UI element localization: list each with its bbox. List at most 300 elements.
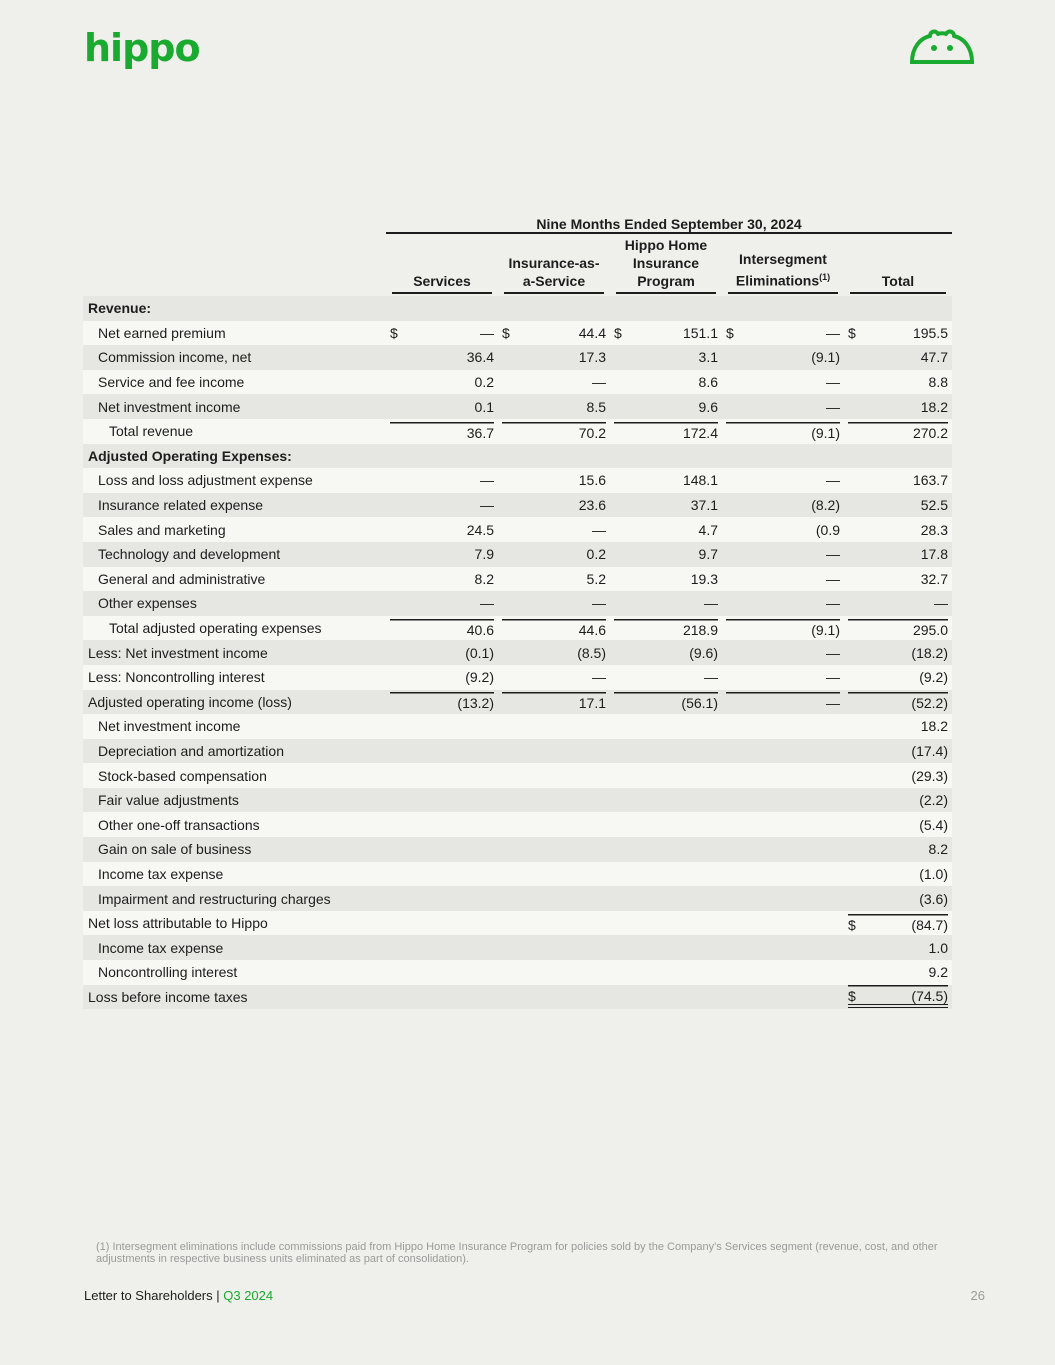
cell-value: — (826, 324, 840, 341)
value-cell (844, 444, 952, 469)
table-row (83, 788, 952, 813)
cell-value: (29.3) (911, 767, 948, 784)
value-cell (610, 690, 722, 715)
value-cell (498, 886, 610, 911)
footer (84, 1288, 273, 1303)
table-row (83, 321, 952, 346)
value-cell (722, 812, 844, 837)
value-cell (610, 517, 722, 542)
value-cell (844, 935, 952, 960)
cell-value: 19.3 (690, 570, 718, 587)
value-cell (498, 394, 610, 419)
value-cell (722, 444, 844, 469)
value-cell (498, 591, 610, 616)
cell-value: 270.2 (912, 424, 948, 441)
blank-header (83, 233, 386, 296)
currency-symbol: $ (726, 324, 734, 341)
cell-value: 218.9 (682, 621, 718, 638)
row-label: Total adjusted operating expenses (109, 620, 322, 637)
currency-symbol: $ (502, 324, 510, 341)
page-number: 26 (970, 1288, 985, 1303)
value-cell (610, 493, 722, 518)
table-row (83, 542, 952, 567)
value-cell (610, 321, 722, 346)
table-row (83, 591, 952, 616)
value-cell (722, 517, 844, 542)
cell-value: — (592, 521, 606, 538)
value-cell (722, 911, 844, 936)
table-row (83, 493, 952, 518)
value-cell (844, 567, 952, 592)
value-cell (386, 960, 498, 985)
cell-value: — (826, 595, 840, 612)
value-cell (498, 542, 610, 567)
value-cell (498, 345, 610, 370)
cell-value: 5.2 (586, 570, 606, 587)
value-cell (498, 370, 610, 395)
value-cell (844, 517, 952, 542)
value-cell (610, 911, 722, 936)
value-cell (498, 812, 610, 837)
cell-value: — (592, 374, 606, 391)
cell-value: 0.1 (474, 398, 494, 415)
value-cell (386, 935, 498, 960)
value-cell (386, 468, 498, 493)
cell-value: (9.2) (919, 669, 948, 686)
value-cell (386, 739, 498, 764)
table-row (83, 640, 952, 665)
cell-value: 3.1 (698, 349, 718, 366)
value-cell (722, 640, 844, 665)
cell-value: — (826, 644, 840, 661)
table-row (83, 517, 952, 542)
cell-value: — (826, 472, 840, 489)
row-label: Income tax expense (98, 939, 224, 956)
table-row (83, 468, 952, 493)
value-cell (844, 862, 952, 887)
value-cell (386, 886, 498, 911)
value-cell (610, 739, 722, 764)
value-cell (498, 911, 610, 936)
cell-value: 17.8 (920, 546, 948, 563)
value-cell (498, 640, 610, 665)
footnote: (1) Intersegment eliminations include commissions paid from Hippo Home Insurance Program for policies sold by the Company's Services segment (revenue, cost, and other adjustments in respective business units eliminated as part of consolidation). (96, 1241, 938, 1265)
value-cell (498, 985, 610, 1010)
cell-value: 40.6 (466, 621, 494, 638)
footer-quarter: Q3 2024 (223, 1288, 274, 1303)
cell-value: (8.5) (577, 644, 606, 661)
hippo-logo: hippo (84, 26, 200, 70)
cell-value: 4.7 (698, 521, 718, 538)
row-label: Net investment income (98, 398, 241, 415)
row-label: Noncontrolling interest (98, 964, 238, 981)
value-cell (722, 567, 844, 592)
value-cell (386, 640, 498, 665)
cell-value: 18.2 (920, 398, 948, 415)
table-row (83, 985, 952, 1010)
value-cell (722, 591, 844, 616)
table-row (83, 665, 952, 690)
value-cell (722, 468, 844, 493)
value-cell (610, 419, 722, 444)
value-cell (386, 296, 498, 321)
cell-value: 15.6 (578, 472, 606, 489)
cell-value: — (480, 472, 494, 489)
row-label: Technology and development (98, 546, 281, 563)
table-row (83, 837, 952, 862)
table-row (83, 714, 952, 739)
table-row (83, 370, 952, 395)
cell-value: 9.2 (928, 964, 948, 981)
row-label: Adjusted operating income (loss) (88, 693, 292, 710)
row-label: Insurance related expense (98, 497, 263, 514)
value-cell (498, 837, 610, 862)
value-cell (844, 739, 952, 764)
value-cell (498, 788, 610, 813)
value-cell (722, 419, 844, 444)
cell-value: 8.5 (586, 398, 606, 415)
row-label: Revenue: (88, 300, 152, 317)
cell-value: (13.2) (457, 695, 494, 712)
value-cell (610, 812, 722, 837)
row-label: Loss before income taxes (88, 988, 248, 1005)
cell-value: (52.2) (911, 695, 948, 712)
cell-value: (74.5) (911, 988, 948, 1005)
cell-value: 24.5 (466, 521, 494, 538)
cell-value: 163.7 (912, 472, 948, 489)
period-header: Nine Months Ended September 30, 2024 (386, 210, 952, 233)
cell-value: — (934, 595, 948, 612)
value-cell (610, 567, 722, 592)
value-cell (498, 690, 610, 715)
value-cell (386, 517, 498, 542)
value-cell (722, 665, 844, 690)
cell-value: 17.1 (578, 695, 606, 712)
value-cell (386, 542, 498, 567)
col-header-iaas: Insurance-as- a-Service (498, 233, 610, 296)
value-cell (498, 321, 610, 346)
value-cell (610, 886, 722, 911)
cell-value: (9.2) (465, 669, 494, 686)
value-cell (610, 444, 722, 469)
value-cell (844, 714, 952, 739)
cell-value: 44.4 (578, 324, 606, 341)
value-cell (844, 321, 952, 346)
currency-symbol: $ (390, 324, 398, 341)
value-cell (610, 468, 722, 493)
value-cell (722, 886, 844, 911)
value-cell (498, 419, 610, 444)
cell-value: — (826, 669, 840, 686)
cell-value: 37.1 (690, 497, 718, 514)
cell-value: (1.0) (919, 865, 948, 882)
cell-value: — (592, 595, 606, 612)
currency-symbol: $ (848, 324, 856, 341)
value-cell (386, 345, 498, 370)
row-label: Less: Net investment income (88, 644, 268, 661)
value-cell (386, 911, 498, 936)
cell-value: 36.7 (466, 424, 494, 441)
cell-value: 8.2 (928, 841, 948, 858)
value-cell (610, 714, 722, 739)
value-cell (722, 763, 844, 788)
cell-value: 195.5 (912, 324, 948, 341)
row-label: Other expenses (98, 595, 197, 612)
value-cell (498, 444, 610, 469)
row-label: Depreciation and amortization (98, 742, 284, 759)
value-cell (722, 985, 844, 1010)
value-cell (386, 444, 498, 469)
currency-symbol: $ (848, 916, 856, 933)
value-cell (844, 296, 952, 321)
cell-value: — (704, 595, 718, 612)
value-cell (386, 616, 498, 641)
value-cell (498, 616, 610, 641)
value-cell (498, 935, 610, 960)
value-cell (386, 567, 498, 592)
value-cell (498, 960, 610, 985)
value-cell (844, 419, 952, 444)
table-row (83, 345, 952, 370)
cell-value: 70.2 (578, 424, 606, 441)
value-cell (386, 837, 498, 862)
cell-value: (84.7) (911, 916, 948, 933)
cell-value: (17.4) (911, 742, 948, 759)
value-cell (844, 763, 952, 788)
value-cell (386, 394, 498, 419)
col-header-services: Services (386, 233, 498, 296)
cell-value: 32.7 (920, 570, 948, 587)
value-cell (844, 345, 952, 370)
value-cell (386, 591, 498, 616)
table-row (83, 616, 952, 641)
value-cell (610, 616, 722, 641)
cell-value: 23.6 (578, 497, 606, 514)
value-cell (386, 788, 498, 813)
value-cell (498, 665, 610, 690)
value-cell (722, 493, 844, 518)
cell-value: (9.1) (811, 621, 840, 638)
cell-value: (0.9 (815, 521, 840, 538)
row-label: Gain on sale of business (98, 841, 252, 858)
value-cell (498, 567, 610, 592)
cell-value: 8.8 (928, 374, 948, 391)
table-row (83, 444, 952, 469)
value-cell (844, 985, 952, 1010)
value-cell (498, 763, 610, 788)
cell-value: — (592, 669, 606, 686)
value-cell (386, 370, 498, 395)
row-label: Net earned premium (98, 324, 226, 341)
col-header-total: Total (844, 233, 952, 296)
table-row (83, 862, 952, 887)
table-row (83, 394, 952, 419)
value-cell (498, 296, 610, 321)
row-label: General and administrative (98, 570, 266, 587)
value-cell (498, 739, 610, 764)
value-cell (722, 739, 844, 764)
value-cell (844, 812, 952, 837)
value-cell (610, 542, 722, 567)
value-cell (386, 812, 498, 837)
value-cell (722, 960, 844, 985)
cell-value: — (826, 695, 840, 712)
value-cell (722, 935, 844, 960)
cell-value: 295.0 (912, 621, 948, 638)
cell-value: — (480, 497, 494, 514)
value-cell (722, 296, 844, 321)
cell-value: (56.1) (681, 695, 718, 712)
cell-value: 36.4 (466, 349, 494, 366)
value-cell (722, 788, 844, 813)
cell-value: 8.2 (474, 570, 494, 587)
value-cell (844, 788, 952, 813)
value-cell (386, 665, 498, 690)
cell-value: (5.4) (919, 816, 948, 833)
cell-value: 18.2 (920, 718, 948, 735)
cell-value: 151.1 (682, 324, 718, 341)
table-row (83, 812, 952, 837)
cell-value: 28.3 (920, 521, 948, 538)
value-cell (844, 665, 952, 690)
value-cell (722, 370, 844, 395)
value-cell (722, 394, 844, 419)
value-cell (722, 345, 844, 370)
cell-value: 47.7 (920, 349, 948, 366)
table-row (83, 567, 952, 592)
value-cell (386, 493, 498, 518)
value-cell (844, 690, 952, 715)
row-label: Sales and marketing (98, 521, 226, 538)
cell-value: 9.7 (698, 546, 718, 563)
cell-value: — (480, 595, 494, 612)
cell-value: 1.0 (928, 939, 948, 956)
cell-value: 9.6 (698, 398, 718, 415)
value-cell (722, 321, 844, 346)
cell-value: 44.6 (578, 621, 606, 638)
blank-header (83, 210, 386, 233)
cell-value: (9.6) (689, 644, 718, 661)
value-cell (498, 714, 610, 739)
cell-value: 8.6 (698, 374, 718, 391)
value-cell (844, 493, 952, 518)
table-row (83, 911, 952, 936)
table-row (83, 739, 952, 764)
value-cell (386, 985, 498, 1010)
value-cell (610, 370, 722, 395)
table-row (83, 886, 952, 911)
value-cell (610, 985, 722, 1010)
cell-value: (2.2) (919, 792, 948, 809)
value-cell (722, 714, 844, 739)
value-cell (386, 419, 498, 444)
cell-value: — (826, 374, 840, 391)
row-label: Adjusted Operating Expenses: (88, 447, 292, 464)
table-row (83, 690, 952, 715)
cell-value: (18.2) (911, 644, 948, 661)
value-cell (844, 616, 952, 641)
cell-value: 0.2 (474, 374, 494, 391)
table-row (83, 960, 952, 985)
value-cell (610, 837, 722, 862)
cell-value: 17.3 (578, 349, 606, 366)
value-cell (844, 542, 952, 567)
cell-value: (9.1) (811, 424, 840, 441)
value-cell (386, 321, 498, 346)
value-cell (722, 542, 844, 567)
hippo-mascot-icon (908, 28, 976, 66)
value-cell (610, 640, 722, 665)
row-label: Net loss attributable to Hippo (88, 915, 268, 932)
value-cell (844, 370, 952, 395)
value-cell (498, 493, 610, 518)
value-cell (844, 468, 952, 493)
row-label: Other one-off transactions (98, 816, 260, 833)
value-cell (844, 394, 952, 419)
value-cell (844, 886, 952, 911)
value-cell (610, 862, 722, 887)
value-cell (498, 862, 610, 887)
row-label: Net investment income (98, 718, 241, 735)
segment-results-table (83, 210, 952, 1009)
row-label: Less: Noncontrolling interest (88, 669, 265, 686)
value-cell (386, 690, 498, 715)
currency-symbol: $ (848, 988, 856, 1005)
value-cell (610, 960, 722, 985)
value-cell (610, 394, 722, 419)
currency-symbol: $ (614, 324, 622, 341)
table-row (83, 419, 952, 444)
value-cell (722, 690, 844, 715)
cell-value: — (826, 398, 840, 415)
cell-value: — (826, 570, 840, 587)
row-label: Commission income, net (98, 349, 252, 366)
cell-value: 7.9 (474, 546, 494, 563)
value-cell (610, 345, 722, 370)
table-row (83, 935, 952, 960)
col-header-hhip: Hippo Home Insurance Program (610, 233, 722, 296)
cell-value: — (704, 669, 718, 686)
cell-value: (9.1) (811, 349, 840, 366)
cell-value: — (480, 324, 494, 341)
value-cell (722, 616, 844, 641)
row-label: Total revenue (109, 423, 194, 440)
value-cell (844, 640, 952, 665)
value-cell (844, 591, 952, 616)
cell-value: — (826, 546, 840, 563)
value-cell (610, 935, 722, 960)
cell-value: 0.2 (586, 546, 606, 563)
cell-value: (8.2) (811, 497, 840, 514)
table-row (83, 296, 952, 321)
cell-value: 148.1 (682, 472, 718, 489)
value-cell (610, 296, 722, 321)
row-label: Fair value adjustments (98, 792, 239, 809)
value-cell (610, 763, 722, 788)
value-cell (498, 468, 610, 493)
row-label: Impairment and restructuring charges (98, 890, 331, 907)
row-label: Service and fee income (98, 374, 245, 391)
footer-text: Letter to Shareholders | (84, 1288, 224, 1303)
col-header-intersegment: Intersegment Eliminations$^{(1)}$ (722, 233, 844, 296)
value-cell (844, 911, 952, 936)
row-label: Stock-based compensation (98, 767, 267, 784)
cell-value: 52.5 (920, 497, 948, 514)
cell-value: (0.1) (465, 644, 494, 661)
cell-value: (3.6) (919, 890, 948, 907)
cell-value: 172.4 (682, 424, 718, 441)
value-cell (386, 714, 498, 739)
